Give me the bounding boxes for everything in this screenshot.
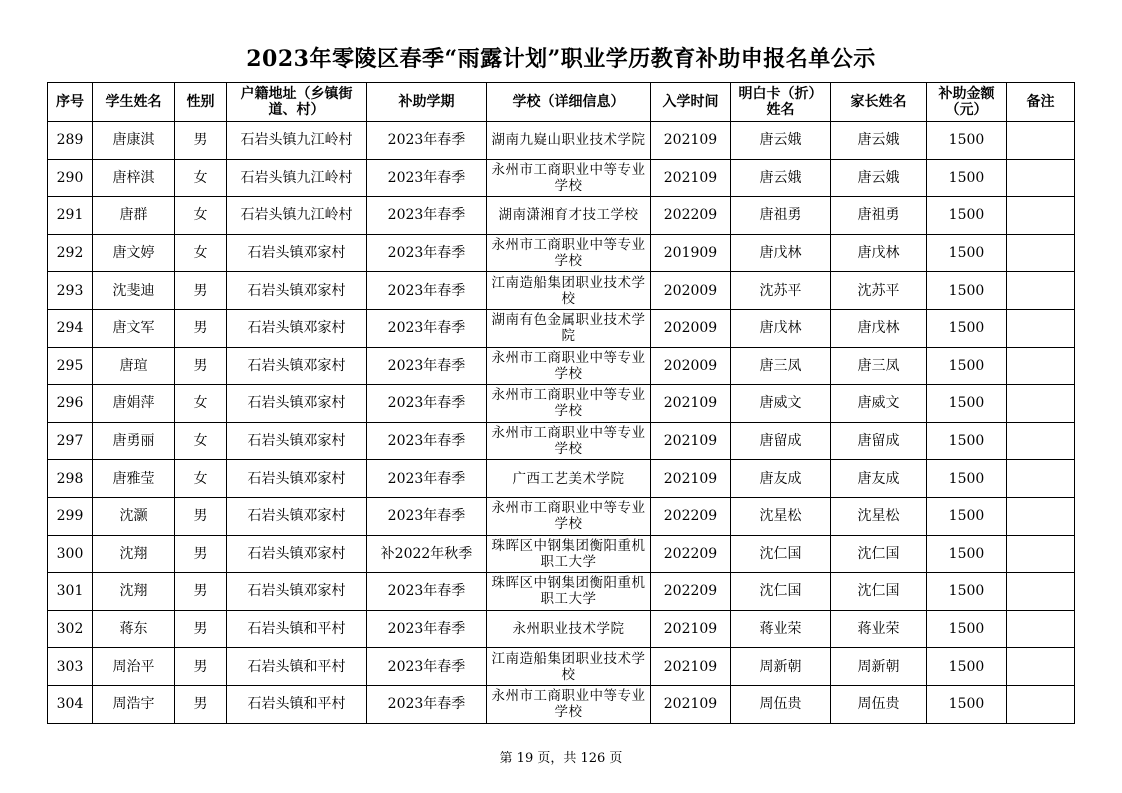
cell-address: 石岩头镇邓家村 xyxy=(227,234,367,272)
table-body xyxy=(48,122,1075,724)
cell-enroll: 202109 xyxy=(651,422,731,460)
cell-enroll: 202209 xyxy=(651,573,731,611)
cell-no: 295 xyxy=(48,347,93,385)
cell-term: 2023年春季 xyxy=(367,610,487,648)
cell-parent: 唐戊林 xyxy=(831,234,927,272)
cell-parent: 唐戊林 xyxy=(831,309,927,347)
cell-gender: 男 xyxy=(175,610,227,648)
header-address: 户籍地址（乡镇街道、村） xyxy=(227,83,367,122)
cell-remark xyxy=(1007,648,1075,686)
table-row xyxy=(48,309,1075,347)
subsidy-table xyxy=(47,82,1075,724)
cell-remark xyxy=(1007,685,1075,723)
cell-term: 2023年春季 xyxy=(367,648,487,686)
cell-enroll: 202109 xyxy=(651,648,731,686)
cell-parent: 周新朝 xyxy=(831,648,927,686)
header-term: 补助学期 xyxy=(367,83,487,122)
cell-term: 2023年春季 xyxy=(367,460,487,498)
cell-card-name: 唐云娥 xyxy=(731,122,831,160)
table-row xyxy=(48,610,1075,648)
cell-parent: 周伍贵 xyxy=(831,685,927,723)
cell-address: 石岩头镇九江岭村 xyxy=(227,159,367,197)
cell-term: 2023年春季 xyxy=(367,234,487,272)
cell-school: 永州市工商职业中等专业学校 xyxy=(487,385,651,423)
cell-name: 唐群 xyxy=(93,197,175,235)
cell-parent: 唐留成 xyxy=(831,422,927,460)
cell-school: 江南造船集团职业技术学校 xyxy=(487,648,651,686)
cell-amount: 1500 xyxy=(927,272,1007,310)
cell-no: 300 xyxy=(48,535,93,573)
cell-name: 唐勇丽 xyxy=(93,422,175,460)
cell-remark xyxy=(1007,460,1075,498)
cell-name: 唐娟萍 xyxy=(93,385,175,423)
header-enroll: 入学时间 xyxy=(651,83,731,122)
cell-school: 江南造船集团职业技术学校 xyxy=(487,272,651,310)
cell-enroll: 202109 xyxy=(651,159,731,197)
cell-gender: 女 xyxy=(175,422,227,460)
cell-name: 唐文婷 xyxy=(93,234,175,272)
cell-school: 永州职业技术学院 xyxy=(487,610,651,648)
cell-gender: 男 xyxy=(175,272,227,310)
cell-address: 石岩头镇邓家村 xyxy=(227,385,367,423)
cell-gender: 男 xyxy=(175,648,227,686)
header-remark: 备注 xyxy=(1007,83,1075,122)
cell-parent: 蒋业荣 xyxy=(831,610,927,648)
cell-card-name: 周伍贵 xyxy=(731,685,831,723)
cell-name: 沈斐迪 xyxy=(93,272,175,310)
cell-remark xyxy=(1007,197,1075,235)
cell-enroll: 202009 xyxy=(651,309,731,347)
cell-gender: 女 xyxy=(175,460,227,498)
cell-parent: 唐祖勇 xyxy=(831,197,927,235)
header-card-name: 明白卡（折）姓名 xyxy=(731,83,831,122)
cell-no: 291 xyxy=(48,197,93,235)
cell-remark xyxy=(1007,422,1075,460)
cell-card-name: 唐祖勇 xyxy=(731,197,831,235)
cell-term: 2023年春季 xyxy=(367,422,487,460)
cell-address: 石岩头镇和平村 xyxy=(227,610,367,648)
cell-no: 304 xyxy=(48,685,93,723)
header-name: 学生姓名 xyxy=(93,83,175,122)
cell-school: 永州市工商职业中等专业学校 xyxy=(487,497,651,535)
cell-name: 蒋东 xyxy=(93,610,175,648)
cell-amount: 1500 xyxy=(927,497,1007,535)
table-row xyxy=(48,422,1075,460)
cell-term: 2023年春季 xyxy=(367,497,487,535)
cell-address: 石岩头镇邓家村 xyxy=(227,497,367,535)
cell-term: 2023年春季 xyxy=(367,309,487,347)
cell-no: 301 xyxy=(48,573,93,611)
cell-remark xyxy=(1007,234,1075,272)
cell-gender: 女 xyxy=(175,234,227,272)
cell-gender: 男 xyxy=(175,535,227,573)
cell-amount: 1500 xyxy=(927,234,1007,272)
cell-parent: 唐友成 xyxy=(831,460,927,498)
cell-gender: 女 xyxy=(175,385,227,423)
cell-school: 珠晖区中钢集团衡阳重机职工大学 xyxy=(487,573,651,611)
cell-enroll: 202109 xyxy=(651,385,731,423)
header-no: 序号 xyxy=(48,83,93,122)
cell-address: 石岩头镇邓家村 xyxy=(227,309,367,347)
cell-address: 石岩头镇邓家村 xyxy=(227,347,367,385)
cell-name: 沈灏 xyxy=(93,497,175,535)
cell-parent: 唐云娥 xyxy=(831,159,927,197)
cell-card-name: 唐云娥 xyxy=(731,159,831,197)
table-row xyxy=(48,573,1075,611)
header-gender: 性别 xyxy=(175,83,227,122)
cell-card-name: 唐戊林 xyxy=(731,234,831,272)
cell-remark xyxy=(1007,309,1075,347)
cell-address: 石岩头镇邓家村 xyxy=(227,535,367,573)
cell-amount: 1500 xyxy=(927,309,1007,347)
cell-school: 珠晖区中钢集团衡阳重机职工大学 xyxy=(487,535,651,573)
cell-gender: 男 xyxy=(175,685,227,723)
cell-address: 石岩头镇和平村 xyxy=(227,685,367,723)
cell-no: 297 xyxy=(48,422,93,460)
cell-enroll: 202109 xyxy=(651,610,731,648)
cell-amount: 1500 xyxy=(927,385,1007,423)
cell-name: 唐瑄 xyxy=(93,347,175,385)
cell-address: 石岩头镇邓家村 xyxy=(227,573,367,611)
cell-school: 湖南有色金属职业技术学院 xyxy=(487,309,651,347)
cell-card-name: 沈苏平 xyxy=(731,272,831,310)
cell-enroll: 202009 xyxy=(651,347,731,385)
cell-address: 石岩头镇和平村 xyxy=(227,648,367,686)
cell-card-name: 沈仁国 xyxy=(731,573,831,611)
table-row xyxy=(48,159,1075,197)
cell-card-name: 唐留成 xyxy=(731,422,831,460)
cell-enroll: 201909 xyxy=(651,234,731,272)
cell-name: 唐雅莹 xyxy=(93,460,175,498)
cell-parent: 沈苏平 xyxy=(831,272,927,310)
cell-gender: 男 xyxy=(175,497,227,535)
page-footer: 第 19 页，共 126 页 xyxy=(499,751,623,766)
cell-term: 补2022年秋季 xyxy=(367,535,487,573)
header-amount: 补助金额（元） xyxy=(927,83,1007,122)
cell-parent: 沈仁国 xyxy=(831,573,927,611)
cell-address: 石岩头镇邓家村 xyxy=(227,272,367,310)
cell-term: 2023年春季 xyxy=(367,347,487,385)
cell-enroll: 202109 xyxy=(651,460,731,498)
cell-school: 永州市工商职业中等专业学校 xyxy=(487,159,651,197)
cell-term: 2023年春季 xyxy=(367,197,487,235)
header-parent: 家长姓名 xyxy=(831,83,927,122)
cell-amount: 1500 xyxy=(927,573,1007,611)
cell-no: 289 xyxy=(48,122,93,160)
cell-amount: 1500 xyxy=(927,122,1007,160)
cell-school: 湖南潇湘育才技工学校 xyxy=(487,197,651,235)
cell-address: 石岩头镇邓家村 xyxy=(227,422,367,460)
table-row xyxy=(48,497,1075,535)
cell-amount: 1500 xyxy=(927,197,1007,235)
cell-card-name: 沈仁国 xyxy=(731,535,831,573)
cell-enroll: 202009 xyxy=(651,272,731,310)
cell-remark xyxy=(1007,272,1075,310)
table-row xyxy=(48,535,1075,573)
cell-amount: 1500 xyxy=(927,347,1007,385)
cell-remark xyxy=(1007,159,1075,197)
cell-remark xyxy=(1007,122,1075,160)
cell-term: 2023年春季 xyxy=(367,573,487,611)
cell-amount: 1500 xyxy=(927,610,1007,648)
table-row xyxy=(48,272,1075,310)
cell-enroll: 202109 xyxy=(651,122,731,160)
cell-remark xyxy=(1007,347,1075,385)
table-row xyxy=(48,234,1075,272)
cell-no: 293 xyxy=(48,272,93,310)
cell-parent: 沈星松 xyxy=(831,497,927,535)
cell-parent: 唐云娥 xyxy=(831,122,927,160)
cell-no: 290 xyxy=(48,159,93,197)
cell-remark xyxy=(1007,535,1075,573)
cell-no: 298 xyxy=(48,460,93,498)
cell-name: 周浩宇 xyxy=(93,685,175,723)
cell-card-name: 唐友成 xyxy=(731,460,831,498)
cell-term: 2023年春季 xyxy=(367,385,487,423)
header-school: 学校（详细信息） xyxy=(487,83,651,122)
table-row xyxy=(48,122,1075,160)
cell-address: 石岩头镇邓家村 xyxy=(227,460,367,498)
table-row xyxy=(48,648,1075,686)
cell-card-name: 沈星松 xyxy=(731,497,831,535)
cell-amount: 1500 xyxy=(927,159,1007,197)
cell-enroll: 202109 xyxy=(651,685,731,723)
cell-card-name: 蒋业荣 xyxy=(731,610,831,648)
cell-address: 石岩头镇九江岭村 xyxy=(227,197,367,235)
cell-amount: 1500 xyxy=(927,648,1007,686)
cell-gender: 男 xyxy=(175,122,227,160)
cell-amount: 1500 xyxy=(927,685,1007,723)
cell-school: 永州市工商职业中等专业学校 xyxy=(487,422,651,460)
cell-gender: 女 xyxy=(175,197,227,235)
cell-gender: 男 xyxy=(175,573,227,611)
table-row xyxy=(48,685,1075,723)
cell-school: 广西工艺美术学院 xyxy=(487,460,651,498)
cell-term: 2023年春季 xyxy=(367,685,487,723)
cell-name: 唐文军 xyxy=(93,309,175,347)
cell-school: 永州市工商职业中等专业学校 xyxy=(487,347,651,385)
cell-no: 303 xyxy=(48,648,93,686)
cell-gender: 男 xyxy=(175,347,227,385)
header-row xyxy=(48,83,1075,122)
cell-enroll: 202209 xyxy=(651,497,731,535)
cell-term: 2023年春季 xyxy=(367,272,487,310)
cell-enroll: 202209 xyxy=(651,197,731,235)
cell-no: 292 xyxy=(48,234,93,272)
cell-name: 唐梓淇 xyxy=(93,159,175,197)
document-title: 2023年零陵区春季“雨露计划”职业学历教育补助申报名单公示 xyxy=(246,46,876,72)
cell-name: 唐康淇 xyxy=(93,122,175,160)
cell-gender: 男 xyxy=(175,309,227,347)
cell-address: 石岩头镇九江岭村 xyxy=(227,122,367,160)
cell-name: 沈翔 xyxy=(93,535,175,573)
cell-gender: 女 xyxy=(175,159,227,197)
cell-remark xyxy=(1007,385,1075,423)
cell-amount: 1500 xyxy=(927,535,1007,573)
cell-school: 永州市工商职业中等专业学校 xyxy=(487,685,651,723)
cell-parent: 沈仁国 xyxy=(831,535,927,573)
cell-no: 299 xyxy=(48,497,93,535)
cell-enroll: 202209 xyxy=(651,535,731,573)
cell-card-name: 周新朝 xyxy=(731,648,831,686)
cell-card-name: 唐三凤 xyxy=(731,347,831,385)
cell-no: 294 xyxy=(48,309,93,347)
cell-name: 周治平 xyxy=(93,648,175,686)
cell-remark xyxy=(1007,610,1075,648)
cell-parent: 唐威文 xyxy=(831,385,927,423)
cell-remark xyxy=(1007,497,1075,535)
cell-no: 302 xyxy=(48,610,93,648)
cell-name: 沈翔 xyxy=(93,573,175,611)
table-row xyxy=(48,460,1075,498)
table-row xyxy=(48,385,1075,423)
table-row xyxy=(48,347,1075,385)
cell-amount: 1500 xyxy=(927,422,1007,460)
table-row xyxy=(48,197,1075,235)
cell-remark xyxy=(1007,573,1075,611)
cell-parent: 唐三凤 xyxy=(831,347,927,385)
cell-amount: 1500 xyxy=(927,460,1007,498)
cell-card-name: 唐戊林 xyxy=(731,309,831,347)
cell-term: 2023年春季 xyxy=(367,122,487,160)
cell-school: 永州市工商职业中等专业学校 xyxy=(487,234,651,272)
cell-term: 2023年春季 xyxy=(367,159,487,197)
cell-card-name: 唐威文 xyxy=(731,385,831,423)
cell-no: 296 xyxy=(48,385,93,423)
cell-school: 湖南九嶷山职业技术学院 xyxy=(487,122,651,160)
